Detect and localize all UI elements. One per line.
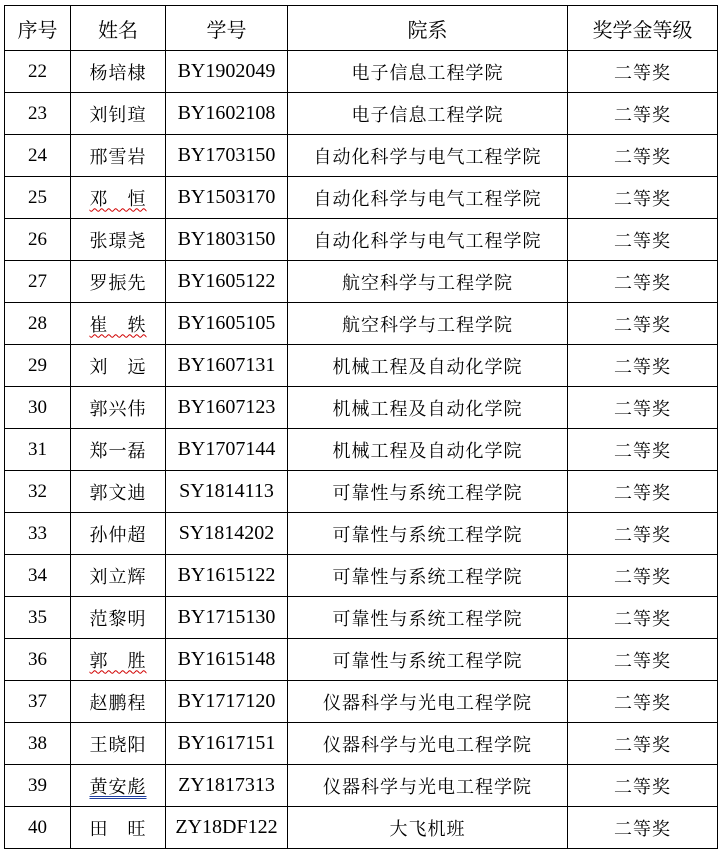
cell-department: 自动化科学与电气工程学院 [288, 177, 568, 219]
cell-level: 二等奖 [568, 345, 718, 387]
table-row [5, 555, 718, 597]
cell-department: 航空科学与工程学院 [288, 303, 568, 345]
cell-index: 37 [5, 681, 71, 723]
cell-index: 40 [5, 807, 71, 849]
table-row [5, 639, 718, 681]
cell-index: 36 [5, 639, 71, 681]
table-row [5, 471, 718, 513]
cell-name: 刘立辉 [71, 555, 166, 597]
cell-index: 22 [5, 51, 71, 93]
cell-index: 29 [5, 345, 71, 387]
cell-student-id: BY1617151 [166, 723, 288, 765]
cell-level: 二等奖 [568, 177, 718, 219]
table-row [5, 345, 718, 387]
cell-level: 二等奖 [568, 387, 718, 429]
table-row [5, 219, 718, 261]
cell-index: 35 [5, 597, 71, 639]
cell-index: 31 [5, 429, 71, 471]
header-row [5, 6, 718, 51]
scholarship-table [4, 5, 718, 849]
cell-level: 二等奖 [568, 135, 718, 177]
cell-department: 可靠性与系统工程学院 [288, 513, 568, 555]
name-text: 郭 胜 [89, 650, 147, 672]
cell-index: 30 [5, 387, 71, 429]
cell-student-id: ZY1817313 [166, 765, 288, 807]
cell-level: 二等奖 [568, 261, 718, 303]
cell-department: 仪器科学与光电工程学院 [288, 765, 568, 807]
cell-student-id: BY1703150 [166, 135, 288, 177]
cell-name [71, 177, 166, 219]
cell-department: 大飞机班 [288, 807, 568, 849]
cell-index: 33 [5, 513, 71, 555]
table-row [5, 303, 718, 345]
table-row [5, 681, 718, 723]
cell-student-id: BY1715130 [166, 597, 288, 639]
cell-index: 39 [5, 765, 71, 807]
cell-department: 可靠性与系统工程学院 [288, 639, 568, 681]
cell-student-id: BY1615148 [166, 639, 288, 681]
cell-student-id: BY1607123 [166, 387, 288, 429]
cell-department: 仪器科学与光电工程学院 [288, 723, 568, 765]
cell-index: 38 [5, 723, 71, 765]
cell-level: 二等奖 [568, 597, 718, 639]
cell-student-id: BY1707144 [166, 429, 288, 471]
header-department: 院系 [288, 6, 568, 51]
table-row [5, 93, 718, 135]
cell-level: 二等奖 [568, 93, 718, 135]
cell-department: 电子信息工程学院 [288, 93, 568, 135]
cell-level: 二等奖 [568, 681, 718, 723]
cell-name: 郭文迪 [71, 471, 166, 513]
cell-name: 孙仲超 [71, 513, 166, 555]
cell-department: 电子信息工程学院 [288, 51, 568, 93]
cell-department: 机械工程及自动化学院 [288, 345, 568, 387]
table-row [5, 261, 718, 303]
cell-student-id: BY1717120 [166, 681, 288, 723]
cell-name [71, 765, 166, 807]
cell-department: 机械工程及自动化学院 [288, 429, 568, 471]
cell-index: 34 [5, 555, 71, 597]
cell-student-id: BY1602108 [166, 93, 288, 135]
cell-department: 航空科学与工程学院 [288, 261, 568, 303]
cell-student-id: BY1503170 [166, 177, 288, 219]
cell-student-id: ZY18DF122 [166, 807, 288, 849]
cell-name: 郭兴伟 [71, 387, 166, 429]
table-row [5, 807, 718, 849]
cell-level: 二等奖 [568, 471, 718, 513]
cell-department: 自动化科学与电气工程学院 [288, 219, 568, 261]
table-row [5, 513, 718, 555]
name-text: 黄安彪 [89, 776, 147, 798]
cell-level: 二等奖 [568, 219, 718, 261]
cell-student-id: BY1607131 [166, 345, 288, 387]
cell-level: 二等奖 [568, 429, 718, 471]
table-row [5, 177, 718, 219]
cell-name: 罗振先 [71, 261, 166, 303]
cell-index: 24 [5, 135, 71, 177]
table-row [5, 135, 718, 177]
header-student-id: 学号 [166, 6, 288, 51]
cell-index: 27 [5, 261, 71, 303]
cell-index: 32 [5, 471, 71, 513]
cell-department: 自动化科学与电气工程学院 [288, 135, 568, 177]
cell-index: 26 [5, 219, 71, 261]
cell-student-id: BY1615122 [166, 555, 288, 597]
cell-student-id: SY1814113 [166, 471, 288, 513]
header-name: 姓名 [71, 6, 166, 51]
cell-student-id: SY1814202 [166, 513, 288, 555]
cell-name: 刘钊瑄 [71, 93, 166, 135]
cell-index: 23 [5, 93, 71, 135]
cell-index: 28 [5, 303, 71, 345]
name-text: 崔 轶 [89, 314, 147, 336]
table-row [5, 387, 718, 429]
cell-level: 二等奖 [568, 639, 718, 681]
cell-student-id: BY1803150 [166, 219, 288, 261]
cell-level: 二等奖 [568, 807, 718, 849]
cell-department: 可靠性与系统工程学院 [288, 471, 568, 513]
cell-level: 二等奖 [568, 555, 718, 597]
header-level: 奖学金等级 [568, 6, 718, 51]
cell-name: 田 旺 [71, 807, 166, 849]
cell-name: 范黎明 [71, 597, 166, 639]
cell-name: 赵鹏程 [71, 681, 166, 723]
table-row [5, 429, 718, 471]
table-row [5, 723, 718, 765]
name-text: 邓 恒 [89, 188, 147, 210]
cell-level: 二等奖 [568, 303, 718, 345]
cell-name: 王晓阳 [71, 723, 166, 765]
cell-student-id: BY1605122 [166, 261, 288, 303]
cell-department: 可靠性与系统工程学院 [288, 555, 568, 597]
table-row [5, 51, 718, 93]
cell-name: 郑一磊 [71, 429, 166, 471]
cell-level: 二等奖 [568, 51, 718, 93]
cell-level: 二等奖 [568, 765, 718, 807]
cell-name [71, 303, 166, 345]
cell-name: 邢雪岩 [71, 135, 166, 177]
table-row [5, 597, 718, 639]
cell-department: 可靠性与系统工程学院 [288, 597, 568, 639]
table-body [5, 51, 718, 849]
cell-name: 杨培棣 [71, 51, 166, 93]
table-row [5, 765, 718, 807]
cell-department: 机械工程及自动化学院 [288, 387, 568, 429]
cell-department: 仪器科学与光电工程学院 [288, 681, 568, 723]
cell-index: 25 [5, 177, 71, 219]
cell-name: 张璟尧 [71, 219, 166, 261]
cell-name [71, 639, 166, 681]
cell-student-id: BY1605105 [166, 303, 288, 345]
cell-level: 二等奖 [568, 513, 718, 555]
cell-level: 二等奖 [568, 723, 718, 765]
cell-name: 刘 远 [71, 345, 166, 387]
header-index: 序号 [5, 6, 71, 51]
cell-student-id: BY1902049 [166, 51, 288, 93]
